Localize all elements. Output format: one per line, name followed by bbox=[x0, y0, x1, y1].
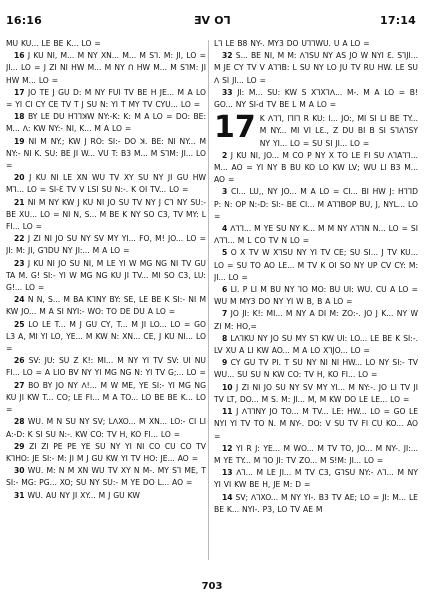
right-column-verses bbox=[214, 150, 418, 516]
verse-number: 20 bbox=[14, 173, 25, 183]
verse-number: 23 bbox=[14, 258, 25, 268]
verse-text: WU. AU NY JI XY... M J GU KW bbox=[27, 490, 140, 500]
verse-text: JI: M... SU: KW S XꓶXꓶꓥ... M-. M A LO = B! GO... NY SI-d TV BE L M A LO = bbox=[214, 87, 418, 110]
verse bbox=[214, 150, 418, 187]
verse-number: 24 bbox=[14, 295, 25, 305]
verse-number: 6 bbox=[222, 285, 228, 295]
verse bbox=[6, 172, 206, 196]
verse-number: 25 bbox=[14, 319, 25, 329]
verse bbox=[214, 247, 418, 284]
verse-text: WU. M N SU NY SV; LꓥXO... M XN... LO:- CI LI A:-D: K SI SU N:-. KW CO: TV H, KO FI... LO = bbox=[6, 417, 206, 439]
verse-text: J KU NI LE XN WU TV XY SU NY JI GU HW Mꓶ... LO = SI-Ɛ TV V LSI SU N:-. K OI TV... LO = bbox=[6, 173, 206, 195]
chapter-start bbox=[214, 110, 418, 150]
verse-number: 22 bbox=[14, 234, 25, 244]
verse bbox=[214, 333, 418, 357]
running-header-book-title: ƎV Oꓶ bbox=[193, 14, 231, 27]
chapter-first-verse: K ꓥꓶꓶ, IꓶIꓶ R KU: I... JO:, MI SI LI BE TY... M NY... MI VI LƐ., Z DU BI B SI SꓶꓥꓶSY NY YI... LO = SU SI JI... LO = bbox=[259, 114, 418, 148]
verse-text: WU. M: N M XN WU TV XY N M-. MY Sꓶ ME, T SI:- MG: PG... XO; SU NY SU:- M YE DO L... AO = bbox=[6, 466, 206, 488]
right-column-intro bbox=[214, 38, 418, 111]
verse-text: NI M NY KW J KU NI JO SU TV NY J Cꓶ NY SU:- BE XU... LO = NI N, S... M BE K NY SO C3, TV MY: L FI... LO = bbox=[6, 197, 206, 232]
verse-number: 5 bbox=[222, 248, 228, 258]
verse-number: 31 bbox=[14, 490, 25, 500]
verse-text: MU KU... LE BE K... LO = bbox=[6, 39, 101, 48]
verse-number: 11 bbox=[222, 407, 233, 417]
verse-text: SV; ꓥꓶXO... M NY YI-. B3 TV AE; LO = JI: M... LE BE K... NYI-. P3, LO TV AE M bbox=[214, 492, 418, 514]
verse-number: 26 bbox=[14, 356, 25, 366]
verse bbox=[6, 490, 206, 502]
verse bbox=[6, 258, 206, 295]
verse bbox=[6, 233, 206, 257]
verse-text: ZI ZI PE PE YE SU NY YI NI CO CU CO TV KꓶHO: JE SI:- M: JI M J GU KW YI TV HO: JE... AO = bbox=[6, 441, 206, 463]
page-number: 703 bbox=[201, 581, 223, 592]
verse-text: LO LE T... M J GU CY, T... M JI LO... LO = GO L3 A, MI YI LO, YE... M KW N: XN... CE, J KU NI... LO = bbox=[6, 319, 206, 354]
verse-text: JO JI: K!: MI... M NY A DI M: ZO:-. JO J K... NY W ZI M: HO,= bbox=[214, 309, 418, 331]
verse-number: 29 bbox=[14, 441, 25, 451]
verse-number: 18 bbox=[14, 112, 25, 122]
verse-text: Lꓶ LE B8 NY-. MY3 DO UꓶꓶWU. U A LO = bbox=[214, 39, 370, 48]
verse-text: BY LE DU HꓶꓶꓘW NY:-K: K: M A LO = DO: BE: M... ꓥ: KW NY:- NI, K... M A LO = bbox=[6, 112, 206, 134]
verse bbox=[214, 443, 418, 467]
verse bbox=[6, 197, 206, 234]
verse-number: 12 bbox=[222, 443, 233, 453]
verse bbox=[6, 319, 206, 356]
verse-number: 8 bbox=[222, 333, 228, 343]
verse bbox=[214, 382, 418, 406]
verse-number: 13 bbox=[222, 468, 233, 478]
verse-text: N N, S... M BA KꓶNY BY: SE, LE BE K SI:- NI M KW JO... M A SI NYI:- WO: TO DE DU A LO = bbox=[6, 295, 206, 317]
verse-text: NI M NY.; KW J RO: SI:- DO ꓘ. BE: NI NY... M NY:- NI K. SU: BE JI W... VU T: B3 M... M SꓶM: JI... LO = bbox=[6, 136, 206, 171]
verse-text: BO BY JO NY ꓥ!... M W ME, YE SI:- YI MG NG KU JI KW T... CO; LE FI... M A TO... LO BE BE K... LO = bbox=[6, 380, 206, 415]
verse bbox=[6, 465, 206, 489]
verse-text: J ZI NI JO SU NY SV MY YI... FO, M! JO... LO = JI: M: JI, GꓶDU NY JI:... M A LO = bbox=[6, 234, 206, 256]
verse-number: 17 bbox=[14, 87, 25, 97]
verse bbox=[214, 308, 418, 332]
verse-number: 27 bbox=[14, 380, 25, 390]
verse bbox=[6, 294, 206, 318]
verse-text: LI. P LI M BU NY ꓶO MO: BU UI: WU. CU A LO = WU M MY3 DO NY YI W B, B A LO = bbox=[214, 285, 418, 307]
verse-text: CI... LU,, NY JO... M A LO = CI... BI HW J: HꓶꓶD P: N: OP N:-D: SI:- BE CI... M AꓶꓶBOP BU, J, NYL... LO = bbox=[214, 187, 418, 221]
verse-text: J KU NI, JO... M CO P NY X TO LE FI SU ꓥꓶAꓶꓶ... M... AO = YI NY B BU KO LO KW LV; WU LI B3 M... AO = bbox=[214, 150, 418, 185]
verse bbox=[214, 223, 418, 247]
verse-number: 33 bbox=[222, 87, 233, 97]
chapter-number: 17 bbox=[214, 110, 256, 146]
verse-number: 10 bbox=[222, 382, 233, 392]
verse-text: ꓥꓶꓶ... M YE SU NY K... M M NY ꓥꓶꓶN N... LO = SI ꓥꓶꓶ... M L CO TV N LO = bbox=[214, 224, 418, 246]
left-column bbox=[6, 38, 206, 563]
verse bbox=[6, 87, 206, 111]
verse-text: LꓥꓶKU NY JO SU MY Sꓶ KW UI: LO... LE BE K SI:-. LV XU A LI KW AO... M A LO XꓶJO... LO = bbox=[214, 333, 418, 356]
verse bbox=[6, 441, 206, 465]
verse bbox=[214, 406, 418, 443]
verse bbox=[214, 467, 418, 491]
verse-number: 21 bbox=[14, 197, 25, 207]
verse-number: 30 bbox=[14, 466, 25, 476]
verse-text: J KU NI, M... M NY XN... M... M Sꓶ. M: JI, LO = JI... LO = J ZI NI HW M... M NY ꓵ HW M... M SꓶM: JI HW M... LO = bbox=[6, 51, 206, 85]
verse-text: J ZI NI JO SU NY SV MY YI... M NY:-. JO LI TV JI TV LT, DO... M S. M: JI... M, M KW DO LE LE... LO = bbox=[214, 382, 418, 404]
verse bbox=[214, 492, 418, 516]
verse-number: 16 bbox=[14, 51, 25, 61]
verse bbox=[214, 38, 418, 50]
verse-text: SV: JU: SU Z K!: MI... M NY YI TV SV: UI NU FI... LO = A LIO BV NY YI MG NG N: YI TV G;... LO = bbox=[6, 356, 206, 378]
verse bbox=[6, 38, 206, 50]
verse-text: J KU NI JO SU NI, M LE YI W MG NG NI TV GU TA M. G! SI:- YI W MG NG KU JI TV... MI SO C3, LU: G!... LO = bbox=[6, 258, 206, 293]
verse-number: 14 bbox=[222, 492, 233, 502]
verse bbox=[6, 416, 206, 440]
verse-number: 4 bbox=[222, 224, 228, 234]
right-column bbox=[214, 38, 418, 563]
running-header-right: 17:14 bbox=[379, 14, 416, 27]
verse-number: 7 bbox=[222, 309, 228, 319]
verse bbox=[214, 186, 418, 223]
verse bbox=[214, 50, 418, 87]
verse bbox=[6, 355, 206, 379]
verse-number: 28 bbox=[14, 417, 25, 427]
verse-text: ꓥꓶ... M LE JI... M TV C3, GꓶSU NY:- ꓥꓶ... M NY YI VI KW BE H, JE M: D = bbox=[214, 468, 418, 490]
verse-text: O X TV W XꓶSU NY YI TV CE; SU SI... J TV KU... LO = SU TO AO LE... M TV K OI SO NY UP CV CY: M: JI... LO = bbox=[214, 248, 418, 282]
verse-number: 32 bbox=[222, 51, 233, 61]
verse bbox=[6, 380, 206, 417]
running-header-left: 16:16 bbox=[6, 14, 43, 27]
verse-text: JO TE J GU D: M NY FUI TV BE H JE... M A LO = YI CI CY CE TV T J SU N: YI T MY TV CYU... LO = bbox=[6, 87, 206, 110]
verse-number: 3 bbox=[222, 187, 228, 197]
column-divider bbox=[208, 40, 209, 560]
verse bbox=[6, 111, 206, 135]
verse-number: 9 bbox=[222, 358, 228, 368]
verse-text: J ꓥꓶꓶNY JO TO... M TV... LE: HW... LO = GO LE NYI YI TV TO N. M NY-. DO: V SU TV FI CU KO... AO = bbox=[214, 407, 418, 441]
verse bbox=[6, 50, 206, 87]
verse bbox=[214, 284, 418, 308]
verse-text: YI R J: YE... M WO... M TV TO, JO... M NY-. JI:... M YE TY... M ꓶO JI: TV ZO... M S!M: JI... LO = bbox=[214, 443, 418, 465]
verse-text: CY GU TV PI. T SU NY NI NI HW... LO NY SI:- TV WU... SU SU N KW CO: TV H, KO FI... LO = bbox=[214, 358, 418, 380]
verse bbox=[214, 87, 418, 111]
verse-number: 19 bbox=[14, 136, 25, 146]
verse-text: S... BE NI, M M: ꓥꓶSU NY AS JO W NYI Ɛ. SꓶJI... M JE CY TV V AꓶꓶB: L SU NY LO JU TV RU HW. LE SU ꓥ SI JI... LO = bbox=[214, 51, 418, 85]
verse bbox=[6, 136, 206, 173]
verse bbox=[214, 357, 418, 381]
verse-number: 2 bbox=[222, 150, 228, 160]
